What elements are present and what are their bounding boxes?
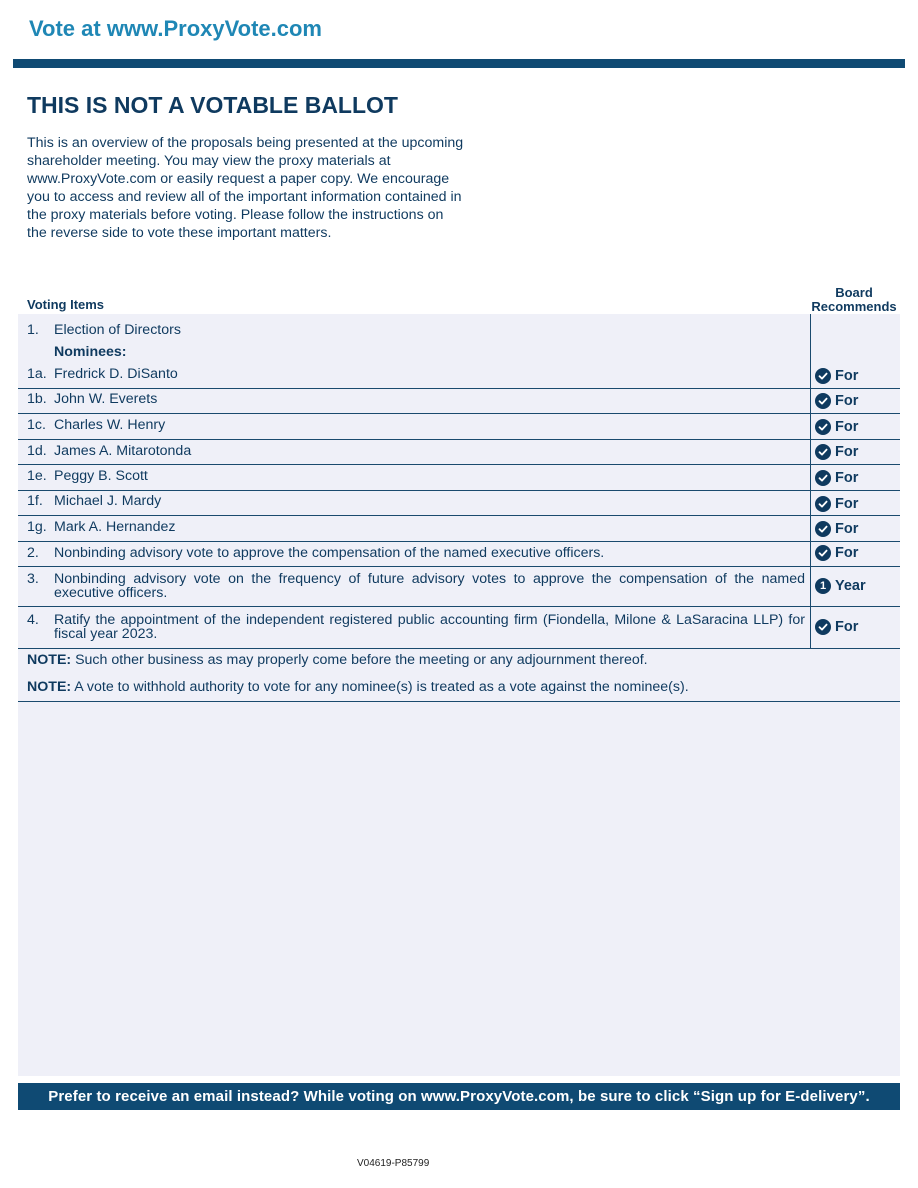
item-label-election: Election of Directors: [54, 322, 181, 338]
recommendation: [815, 470, 858, 486]
document-code: V04619-P85799: [357, 1158, 430, 1169]
check-icon: [815, 496, 831, 512]
recommendation: [815, 444, 858, 460]
note-withhold: [27, 679, 689, 695]
footer-text: Prefer to receive an email instead? While voting on www.ProxyVote.com, be sure to click “Sign up for E-delivery”.: [48, 1088, 870, 1105]
recommendation-text: For: [835, 393, 859, 409]
recommendation: [815, 545, 858, 561]
check-icon: [815, 419, 831, 435]
check-icon: [815, 368, 831, 384]
recommendation: [815, 368, 858, 384]
recommendation: [815, 619, 858, 635]
row-divider: [18, 439, 900, 440]
item-label: James A. Mitarotonda: [54, 443, 192, 459]
recommendation: [815, 496, 858, 512]
recommendation-text: For: [835, 496, 859, 512]
recommendation: [815, 419, 858, 435]
recommendation-text: For: [835, 368, 859, 384]
recommendation-text: For: [835, 419, 859, 435]
item-number: 1c.: [27, 417, 46, 433]
row-divider: [18, 490, 900, 491]
one-icon: 1: [815, 578, 831, 594]
row-divider: [18, 464, 900, 465]
note-label: NOTE:: [27, 652, 72, 668]
column-header-voting-items: Voting Items: [27, 297, 105, 312]
intro-paragraph: This is an overview of the proposals being presented at the upcoming shareholder meeting. You may view the proxy materials at www.ProxyVote.com or easily request a paper copy. We encourage you to access and review all of the important information contained in the proxy materials before voting. Please follow the instructions on the reverse side to vote these important matters.: [27, 135, 464, 241]
recommendation-text: For: [835, 619, 859, 635]
item-number: 1d.: [27, 443, 47, 459]
item-number: 1e.: [27, 468, 47, 484]
row-divider: [18, 515, 900, 516]
header-divider: [13, 59, 905, 68]
item-number: 1g.: [27, 519, 47, 535]
item-number: 1.: [27, 322, 39, 338]
notes-divider: [18, 701, 900, 702]
recommendation: [815, 578, 866, 594]
note-label: NOTE:: [27, 679, 72, 695]
item-number: 3.: [27, 571, 39, 587]
check-icon: [815, 545, 831, 561]
item-number: 1a.: [27, 366, 47, 382]
recommendation-text: For: [835, 470, 859, 486]
row-divider: [18, 413, 900, 414]
note-other-business: [27, 652, 648, 668]
item-label: Nonbinding advisory vote on the frequency of future advisory votes to approve the compensation of the named executive officers.: [54, 571, 805, 601]
recommendation: [815, 521, 858, 537]
item-number: 1f.: [27, 493, 43, 509]
nominees-label: Nominees:: [54, 344, 127, 360]
note-text: A vote to withhold authority to vote for any nominee(s) is treated as a vote against the nominee(s).: [71, 679, 689, 695]
check-icon: [815, 444, 831, 460]
recommendation-text: For: [835, 444, 859, 460]
item-label: Charles W. Henry: [54, 417, 166, 433]
column-divider: [810, 314, 811, 649]
header-title: Vote at www.ProxyVote.com: [29, 16, 322, 41]
column-header-board-recommends: Board Recommends: [811, 285, 897, 314]
item-label: Ratify the appointment of the independent registered public accounting firm (Fiondella, Milone & LaSaracina LLP) for fiscal year 2023.: [54, 612, 805, 642]
row-divider: [18, 541, 900, 542]
check-icon: [815, 470, 831, 486]
row-divider: [18, 388, 900, 389]
row-divider: [18, 648, 900, 649]
item-number: 1b.: [27, 391, 47, 407]
page-title: THIS IS NOT A VOTABLE BALLOT: [27, 92, 398, 118]
recommendation-text: For: [835, 545, 859, 561]
item-number: 4.: [27, 612, 39, 628]
item-label: Mark A. Hernandez: [54, 519, 176, 535]
note-text: Such other business as may properly come before the meeting or any adjournment thereof.: [71, 652, 648, 668]
row-divider: [18, 606, 900, 607]
footer-banner: [18, 1083, 900, 1110]
item-label: Peggy B. Scott: [54, 468, 148, 484]
check-icon: [815, 619, 831, 635]
recommendation-text: For: [835, 521, 859, 537]
recommendation: [815, 393, 858, 409]
item-label: Fredrick D. DiSanto: [54, 366, 178, 382]
check-icon: [815, 521, 831, 537]
item-number: 2.: [27, 545, 39, 561]
item-label: Michael J. Mardy: [54, 493, 162, 509]
item-label: Nonbinding advisory vote to approve the compensation of the named executive officers.: [54, 545, 605, 561]
row-divider: [18, 566, 900, 567]
check-icon: [815, 393, 831, 409]
recommendation-text: Year: [835, 578, 866, 594]
item-label: John W. Everets: [54, 391, 158, 407]
